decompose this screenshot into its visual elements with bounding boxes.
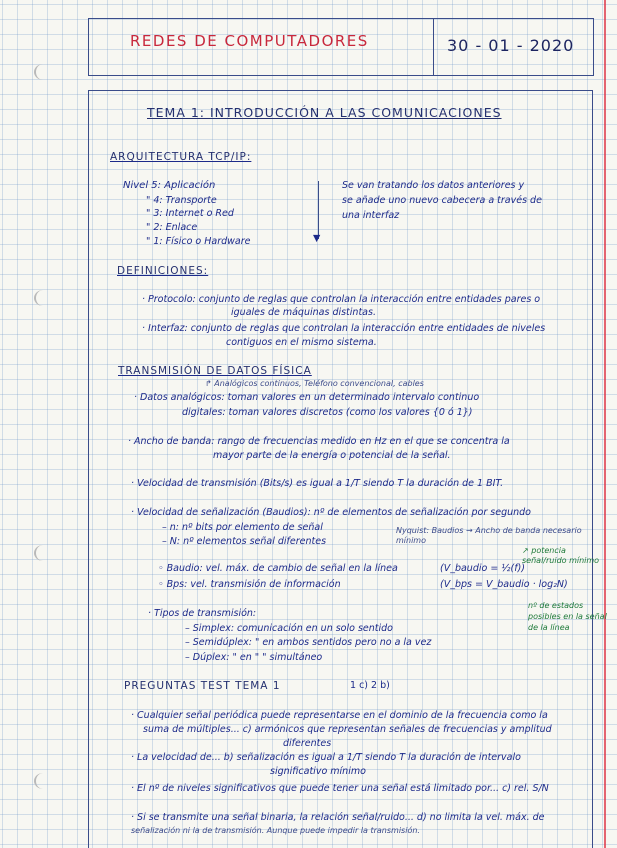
protocol-definition-2: iguales de máquinas distintas. bbox=[231, 307, 376, 318]
baudio-formula: (V_baudio = ½(f)) bbox=[440, 563, 525, 574]
architecture-note-3: una interfaz bbox=[342, 210, 400, 221]
bitrate: · Velocidad de transmisión (Bits/s) es igual a 1/T siendo T la duración de 1 BIT. bbox=[131, 478, 504, 489]
level-2: " 2: Enlace bbox=[146, 222, 198, 233]
nyquist-note: Nyquist: Baudios → Ancho de banda necesario mínimo bbox=[396, 526, 582, 546]
baudio-definition: ◦ Baudio: vel. máx. de cambio de señal en la línea bbox=[158, 563, 398, 574]
binder-hole bbox=[34, 290, 52, 306]
quiz-item-1-line-1: · Cualquier señal periódica puede representarse en el dominio de la frecuencia como la bbox=[131, 710, 548, 721]
architecture-heading: ARQUITECTURA TCP/IP: bbox=[110, 151, 252, 163]
quiz-item-4-line-2: señalización ni la de transmisión. Aunque puede impedir la transmisión. bbox=[131, 826, 420, 835]
arrow-down-icon: ▼ bbox=[313, 233, 321, 244]
architecture-note-2: se añade uno nuevo cabecera a través de bbox=[342, 195, 542, 206]
physical-heading: TRANSMISIÓN DE DATOS FÍSICA bbox=[118, 365, 312, 377]
level-3: " 3: Internet o Red bbox=[146, 208, 234, 219]
bandwidth-2: mayor parte de la energía o potencial de la señal. bbox=[213, 450, 451, 461]
binder-hole bbox=[34, 773, 52, 789]
bps-formula: (V_bps = V_baudio · log₂N) bbox=[440, 579, 568, 590]
level-1: " 1: Físico o Hardware bbox=[146, 236, 251, 247]
quiz-heading: PREGUNTAS TEST TEMA 1 bbox=[124, 680, 281, 692]
analog-data: · Datos analógicos: toman valores en un determinado intervalo continuo bbox=[134, 392, 480, 403]
body-right-rule bbox=[592, 90, 593, 848]
simplex: – Simplex: comunicación en un solo sentido bbox=[185, 623, 393, 634]
definitions-heading: DEFINICIONES: bbox=[117, 265, 209, 277]
quiz-item-4-line-1: · Si se transmite una señal binaria, la relación señal/ruido... d) no limita la vel. máx. de bbox=[131, 812, 545, 823]
level-4: " 4: Transporte bbox=[146, 195, 217, 206]
quiz-item-1-line-2: suma de múltiples... c) armónicos que representan señales de frecuencias y amplitud bbox=[143, 724, 552, 735]
interface-definition-2: contiguos en el mismo sistema. bbox=[226, 337, 377, 348]
architecture-note-1: Se van tratando los datos anteriores y bbox=[342, 180, 525, 191]
topic-title: TEMA 1: INTRODUCCIÓN A LAS COMUNICACIONES bbox=[147, 105, 502, 120]
digital-data: digitales: toman valores discretos (como los valores {0 ó 1}) bbox=[182, 407, 473, 418]
nyquist-note-2: ↗ potencia señal/ruido mínimo bbox=[522, 546, 600, 566]
bandwidth-1: · Ancho de banda: rango de frecuencias medido en Hz en el que se concentra la bbox=[128, 436, 510, 447]
states-note: nº de estados posibles en la señal de la línea bbox=[528, 601, 607, 632]
level-5: Nivel 5: Aplicación bbox=[123, 180, 216, 191]
signal-speed-1: · Velocidad de señalización (Baudios): nº de elementos de señalización por segundo bbox=[131, 507, 531, 518]
interface-definition-1: · Interfaz: conjunto de reglas que controlan la interacción entre entidades de niveles bbox=[142, 323, 546, 334]
binder-hole bbox=[34, 64, 52, 80]
quiz-item-2-line-2: significativo mínimo bbox=[270, 766, 366, 777]
course-title: REDES DE COMPUTADORES bbox=[130, 32, 369, 50]
body-top-rule bbox=[88, 90, 593, 91]
body-left-rule bbox=[88, 90, 89, 848]
quiz-item-1-line-3: diferentes bbox=[283, 738, 332, 749]
right-margin-line bbox=[604, 0, 606, 848]
protocol-definition-1: · Protocolo: conjunto de reglas que controlan la interacción entre entidades pares o bbox=[142, 294, 541, 305]
transmission-types: · Tipos de transmisión: bbox=[148, 608, 257, 619]
signal-speed-big-n: – N: nº elementos señal diferentes bbox=[162, 536, 327, 547]
date: 30 - 01 - 2020 bbox=[447, 36, 575, 55]
quiz-item-2-line-1: · La velocidad de... b) señalización es igual a 1/T siendo T la duración de intervalo bbox=[131, 752, 521, 763]
signal-speed-n: – n: nº bits por elemento de señal bbox=[162, 522, 323, 533]
quiz-item-3-line-1: · El nº de niveles significativos que puede tener una señal está limitado por... c) rel. S/N bbox=[131, 783, 549, 794]
arrow-shaft bbox=[318, 181, 319, 239]
duplex: – Dúplex: " en " " simultáneo bbox=[185, 652, 323, 663]
physical-side-note: ↱ Analógicos continuos, Teléfono convencional, cables bbox=[205, 379, 424, 388]
bps-definition: ◦ Bps: vel. transmisión de información bbox=[158, 579, 341, 590]
quiz-answers: 1 c) 2 b) bbox=[350, 680, 390, 691]
semiduplex: – Semidúplex: " en ambos sentidos pero no a la vez bbox=[185, 637, 432, 648]
binder-hole bbox=[34, 545, 52, 561]
header-divider bbox=[433, 18, 434, 75]
